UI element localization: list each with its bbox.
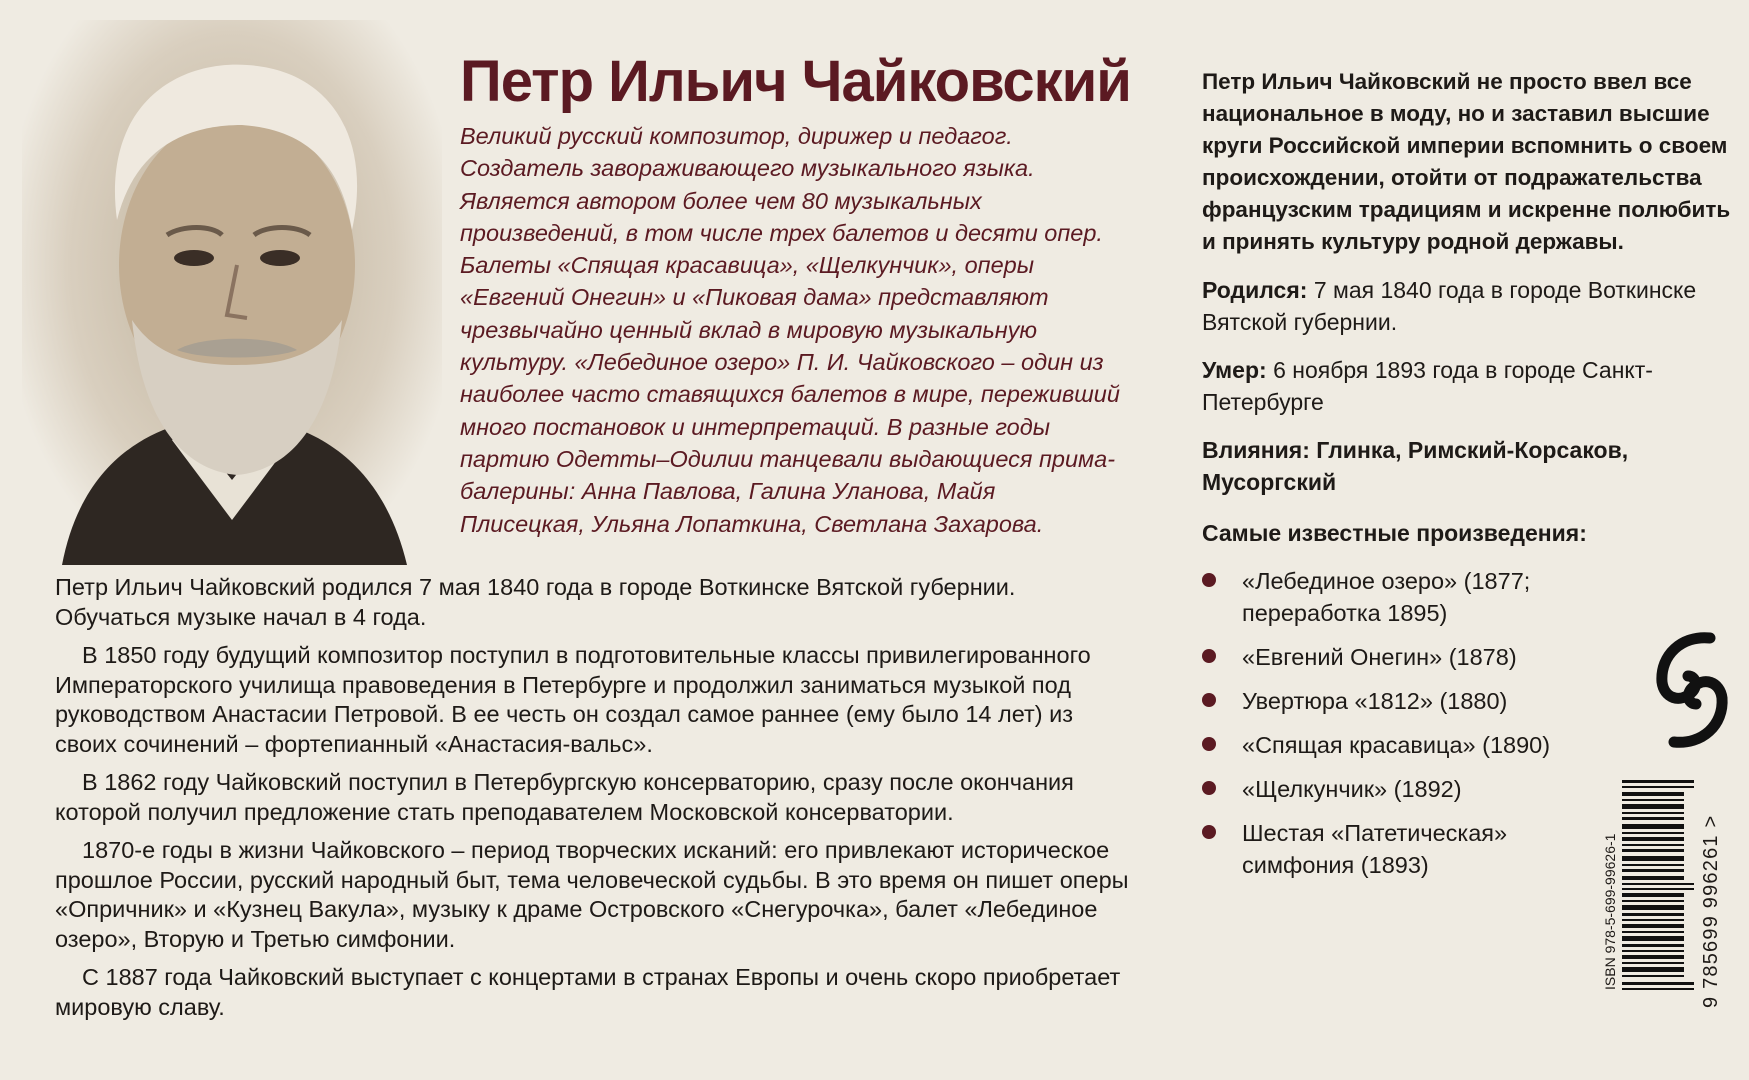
list-item: «Лебединое озеро» (1877; переработка 1895) [1242, 565, 1602, 629]
composer-portrait [22, 20, 442, 565]
page-title: Петр Ильич Чайковский [460, 49, 1131, 114]
bio-paragraph: В 1862 году Чайковский поступил в Петербургскую консерваторию, сразу после окончания которой получил предложение стать преподавателем Московской консерватории. [55, 769, 1074, 825]
works-list [1202, 565, 1602, 881]
biography [55, 573, 1135, 1031]
list-item: Шестая «Патетическая» симфония (1893) [1242, 817, 1602, 881]
influences-value: Глинка, Римский-Корсаков, Мусоргский [1202, 437, 1629, 495]
influences-label: Влияния: [1202, 437, 1310, 463]
died-label: Умер: [1202, 357, 1267, 383]
born-value: 7 мая 1840 года в городе Воткинске Вятской губернии. [1202, 277, 1697, 335]
bio-paragraph: 1870-е годы в жизни Чайковского – период творческих исканий: его привлекают историческое прошлое России, русский народный быт, тема человеческой судьбы. В это время он пишет оперы «Опричник» и «Кузнец Вакула», музыку к драме Островского «Снегурочка», балет «Лебединое озеро», Вторую и Третью симфонии. [55, 837, 1129, 952]
publisher-logo-icon [1652, 630, 1732, 750]
born-fact [1202, 274, 1732, 338]
sidebar-lead: Петр Ильич Чайковский не просто ввел все национальное в моду, но и заставил высшие круги Российской империи вспомнить о своем происхождении, отойти от подражательства французским традициям и искренне полюбить и принять культуру родной державы. [1202, 69, 1731, 254]
died-fact [1202, 354, 1732, 418]
bio-paragraph: Петр Ильич Чайковский родился 7 мая 1840 года в городе Воткинске Вятской губернии. Обучаться музыке начал в 4 года. [55, 574, 1016, 630]
influences-fact [1202, 434, 1732, 498]
works-title: Самые известные произведения: [1202, 520, 1587, 546]
list-item: Увертюра «1812» (1880) [1242, 685, 1602, 717]
isbn-label: ISBN 978-5-699-99626-1 [1602, 833, 1618, 990]
list-item: «Спящая красавица» (1890) [1242, 729, 1602, 761]
list-item: «Щелкунчик» (1892) [1242, 773, 1602, 805]
died-value: 6 ноября 1893 года в городе Санкт-Петербурге [1202, 357, 1653, 415]
intro-text: Великий русский композитор, дирижер и педагог. Создатель завораживающего музыкального языка. Является автором более чем 80 музыкальных произведений, в том числе трех балетов и десяти опер. Балеты «Спящая красавица», «Щелкунчик», оперы «Евгений Онегин» и «Пиковая дама» представляют чрезвычайно ценный вклад в мировую музыкальную культуру. «Лебединое озеро» П. И. Чайковского – один из наиболее часто ставящихся балетов в мире, переживший много постановок и интерпретаций. В разные годы партию Одетты–Одилии танцевали выдающиеся прима-балерины: Анна Павлова, Галина Уланова, Майя Плисецкая, Ульяна Лопаткина, Светлана Захарова. [460, 123, 1120, 537]
barcode-digits: 9 785699 996261 > [1700, 814, 1722, 1008]
born-label: Родился: [1202, 277, 1308, 303]
bio-paragraph: С 1887 года Чайковский выступает с концертами в странах Европы и очень скоро приобретает мировую славу. [55, 964, 1121, 1020]
sidebar [1202, 66, 1732, 893]
list-item: «Евгений Онегин» (1878) [1242, 641, 1602, 673]
bio-paragraph: В 1850 году будущий композитор поступил в подготовительные классы привилегированного Императорского училища правоведения в Петербурге и продолжил заниматься музыкой под руководством Анастасии Петровой. В ее честь он создал самое раннее (ему было 14 лет) из своих сочинений – фортепианный «Анастасия-вальс». [55, 642, 1091, 757]
